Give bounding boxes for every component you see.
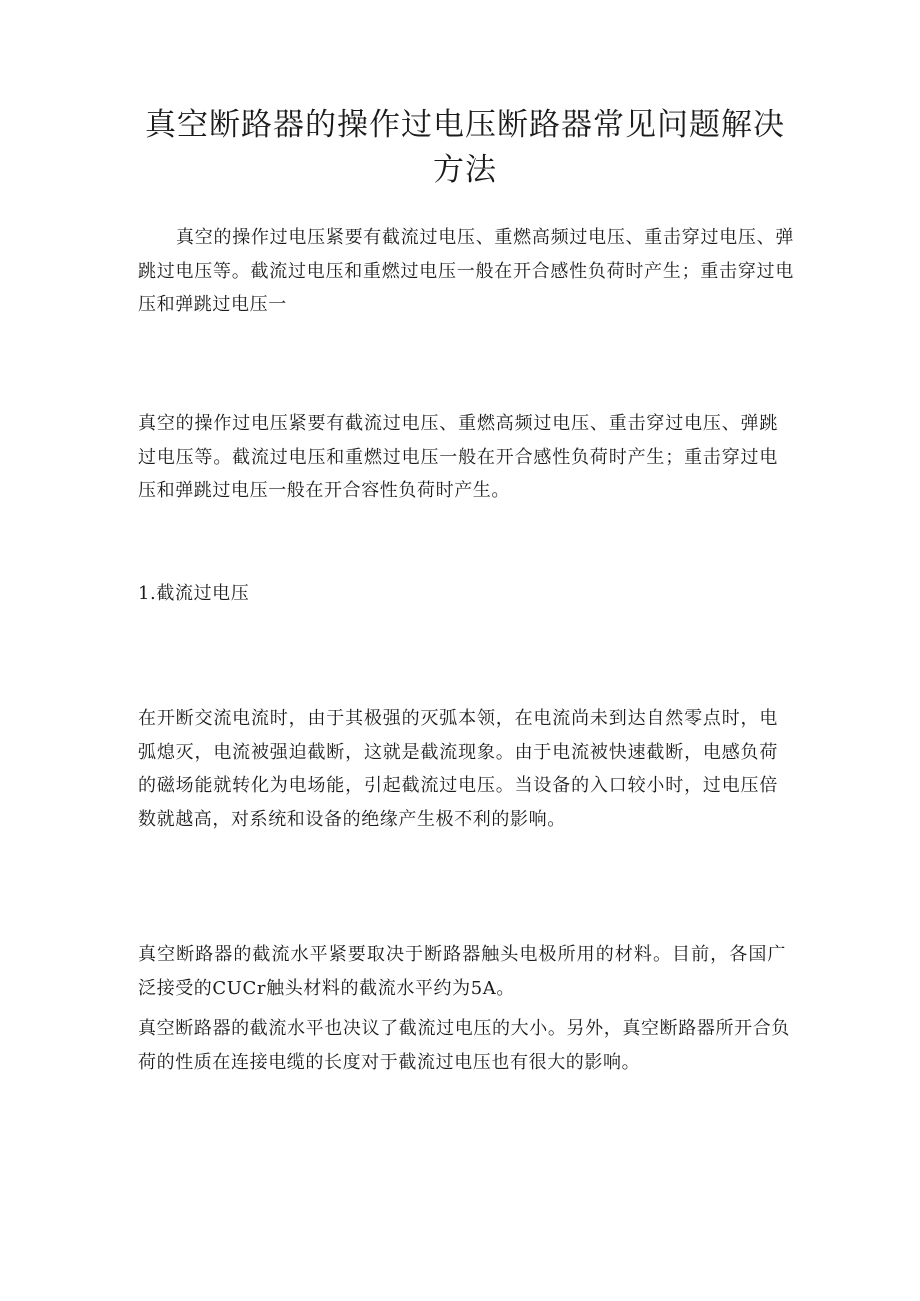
chopping-paragraph: 在开断交流电流时，由于其极强的灭弧本领，在电流尚未到达自然零点时，电弧熄灭，电流被强迫截断，这就是截流现象。由于电流被快速截断，电感负荷的磁场能就转化为电场能，引起截流过电压。当设备的入口较小时，过电压倍数就越高，对系统和设备的绝缘产生极不利的影响。 xyxy=(138,708,778,830)
summary-paragraph: 真空的操作过电压紧要有截流过电压、重燃高频过电压、重击穿过电压、弹跳过电压等。截流过电压和重燃过电压一般在开合感性负荷时产生；重击穿过电压和弹跳过电压一般在开合容性负荷时产生。 xyxy=(138,413,778,501)
document-title: 真空断路器的操作过电压断路器常见问题解决方法 xyxy=(145,107,785,188)
chopping-level-paragraph: 真空断路器的截流水平紧要取决于断路器触头电极所用的材料。目前，各国广泛接受的CUCr触头材料的截流水平约为5A。 xyxy=(138,944,786,999)
intro-paragraph: 真空的操作过电压紧要有截流过电压、重燃高频过电压、重击穿过电压、弹跳过电压等。截流过电压和重燃过电压一般在开合感性负荷时产生；重击穿过电压和弹跳过电压一 xyxy=(138,227,794,315)
chopping-level-paragraph-2: 真空断路器的截流水平也决议了截流过电压的大小。另外，真空断路器所开合负荷的性质在连接电缆的长度对于截流过电压也有很大的影响。 xyxy=(138,1018,790,1073)
section-heading: 1.截流过电压 xyxy=(138,583,250,604)
